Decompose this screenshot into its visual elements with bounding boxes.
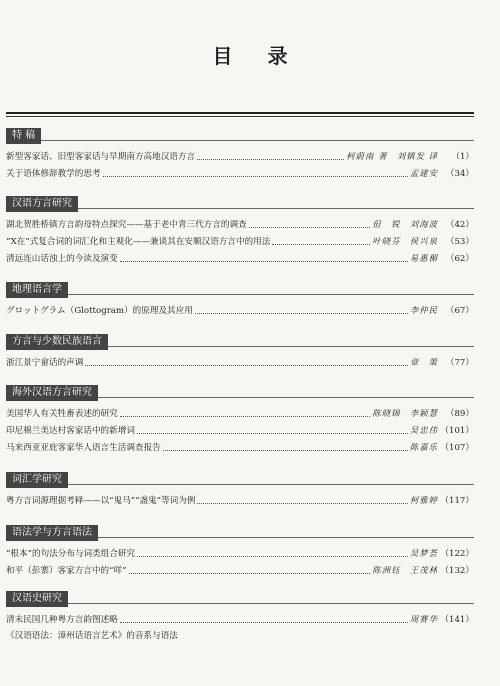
section-heading-label: 特 稿 <box>6 128 41 144</box>
page-title: 目 录 <box>212 44 302 68</box>
toc-section <box>6 282 474 315</box>
entry-title: 马来西亚亚庇客家华人语言生活调查报告 <box>6 443 161 453</box>
entry-title: “根本”的句法分布与词类组合研究 <box>6 549 136 559</box>
section-heading <box>6 128 474 144</box>
section-heading <box>6 282 474 298</box>
entry-author: 柯蔚南 著 刘镇发 译 <box>346 151 438 161</box>
top-rule <box>6 112 474 114</box>
toc-entry[interactable] <box>6 168 474 178</box>
leader-dots <box>163 444 408 451</box>
section-heading <box>6 196 474 212</box>
section-heading-rule <box>68 603 474 604</box>
section-heading-rule <box>41 140 474 141</box>
toc-entry[interactable] <box>6 219 474 229</box>
section-heading <box>6 472 474 488</box>
leader-dots <box>120 410 371 417</box>
leader-dots <box>120 616 408 623</box>
entry-author: 周赛华 <box>409 614 438 624</box>
entry-author: 章 策 <box>409 357 438 367</box>
entry-author: 叶晓芬 侯兴泉 <box>372 236 438 246</box>
entry-title: 印尼棉兰美达村客家话中的新增词 <box>6 426 135 436</box>
section-heading-rule <box>98 397 474 398</box>
entry-author: 孟建安 <box>409 168 438 178</box>
leader-dots <box>137 550 408 557</box>
leader-dots <box>129 567 371 574</box>
entry-page-number: （53） <box>445 237 474 247</box>
entry-title: グロットグラム（Glottogram）的原理及其应用 <box>6 306 193 316</box>
entry-author: 陈晓锦 李颖慧 <box>372 408 438 418</box>
section-heading-label: 方言与少数民族语言 <box>6 334 108 350</box>
entry-title: 《汉语语法：漳州话语言艺术》的音系与语法 <box>6 631 178 641</box>
toc-entry[interactable] <box>6 565 474 575</box>
toc-entry[interactable] <box>6 442 474 452</box>
toc-entry[interactable] <box>6 408 474 418</box>
entry-page-number: （101） <box>440 426 474 436</box>
entry-page-number: （141） <box>440 615 474 625</box>
toc-entry[interactable] <box>6 548 474 558</box>
toc-section <box>6 591 474 641</box>
toc-entry[interactable] <box>6 614 474 624</box>
section-heading-label: 语法学与方言语法 <box>6 525 98 541</box>
toc-section <box>6 385 474 452</box>
entry-page-number: （89） <box>445 409 474 419</box>
toc-entry[interactable] <box>6 236 474 246</box>
section-heading <box>6 591 474 607</box>
section-heading-label: 词汇学研究 <box>6 472 68 488</box>
toc-section <box>6 196 474 263</box>
section-heading-label: 海外汉语方言研究 <box>6 385 98 401</box>
entry-title: 清末民国几种粤方言韵图述略 <box>6 615 118 625</box>
section-heading-rule <box>78 208 474 209</box>
entry-title: 浙江景宁畲话的声调 <box>6 358 84 368</box>
entry-title: “X在”式复合词的词汇化和主观化——兼谈其在安顺汉语方言中的用法 <box>6 237 271 247</box>
toc-entry[interactable] <box>6 151 474 161</box>
entry-title: 湖北贺胜桥镇方言韵母特点探究——基于老中青三代方言的调查 <box>6 220 247 230</box>
toc-section <box>6 334 474 367</box>
entry-title: 清远连山话浊上的今读及演变 <box>6 254 118 264</box>
leader-dots <box>85 359 408 366</box>
section-heading-label: 地理语言学 <box>6 282 68 298</box>
entry-title: 新型客家话、旧型客家话与早期南方高地汉语方言 <box>6 152 196 162</box>
entry-page-number: （117） <box>440 496 474 506</box>
entry-title: 粤方言词源理据考释——以“鬼马”“盏鬼”等词为例 <box>6 496 196 506</box>
toc-entry[interactable] <box>6 357 474 367</box>
entry-author: 吴梦荟 <box>409 548 438 558</box>
toc-entry[interactable] <box>6 425 474 435</box>
leader-dots <box>195 307 408 314</box>
entry-page-number: （107） <box>440 443 474 453</box>
toc-entry[interactable] <box>6 305 474 315</box>
toc-section <box>6 525 474 575</box>
top-rule-thin <box>6 116 474 117</box>
entry-title: 和平（彭寨）客家方言中的“咩” <box>6 566 127 576</box>
leader-dots <box>197 153 344 160</box>
entry-page-number: （77） <box>445 358 474 368</box>
section-heading-rule <box>68 484 474 485</box>
section-heading-rule <box>98 537 474 538</box>
leader-dots <box>249 221 371 228</box>
entry-author: 但 锐 刘海波 <box>372 219 438 229</box>
toc-section <box>6 128 474 178</box>
section-heading-label: 汉语方言研究 <box>6 196 78 212</box>
leader-dots <box>272 238 370 245</box>
section-heading-rule <box>108 346 474 347</box>
leader-dots <box>197 497 407 504</box>
entry-page-number: （42） <box>445 220 474 230</box>
entry-page-number: （122） <box>440 549 474 559</box>
section-heading-label: 汉语史研究 <box>6 591 68 607</box>
toc-section <box>6 472 474 505</box>
leader-dots <box>120 255 408 262</box>
entry-page-number: （132） <box>440 566 474 576</box>
toc-entry[interactable] <box>6 631 474 641</box>
entry-author: 陈洲钰 王茂林 <box>372 565 438 575</box>
section-heading <box>6 385 474 401</box>
section-heading <box>6 334 474 350</box>
entry-author: 李仲民 <box>409 305 438 315</box>
section-heading-rule <box>68 294 474 295</box>
leader-dots <box>103 170 408 177</box>
entry-page-number: （34） <box>445 169 474 179</box>
entry-author: 柯雅婷 <box>409 495 438 505</box>
entry-page-number: （67） <box>445 306 474 316</box>
section-heading <box>6 525 474 541</box>
toc-entry[interactable] <box>6 253 474 263</box>
toc-entry[interactable] <box>6 495 474 505</box>
entry-page-number: （1） <box>451 152 474 162</box>
entry-author: 吴忠伟 <box>409 425 438 435</box>
entry-author: 易惠楣 <box>409 253 438 263</box>
entry-title: 关于语体修辞教学的思考 <box>6 169 101 179</box>
entry-title: 美国华人有关牲畜表述的研究 <box>6 409 118 419</box>
leader-dots <box>137 427 408 434</box>
entry-page-number: （62） <box>445 254 474 264</box>
entry-author: 陈嘉乐 <box>409 442 438 452</box>
